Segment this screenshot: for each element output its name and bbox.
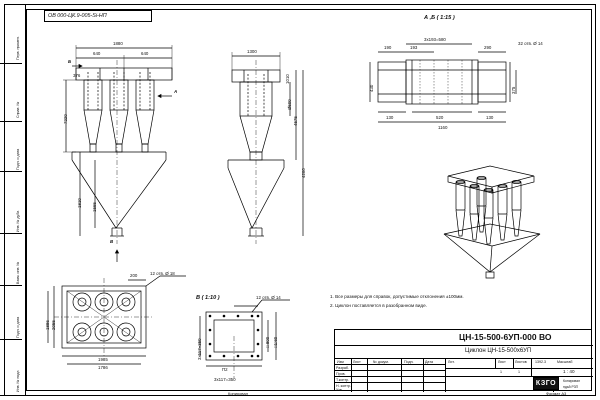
dim-ab-c: 290 [484, 45, 492, 50]
top-code-text: ОВ 000-ЦК.9-005-Si-НП [48, 13, 107, 19]
designation: ЦН-15-500-6УП-000 ВО [459, 332, 552, 342]
stage-value: 1392.3 [535, 360, 546, 364]
dim-ab-i: 520 [436, 115, 444, 120]
view-mark-v: В [110, 239, 114, 244]
section-v-title: В ( 1:10 ) [196, 295, 220, 301]
dim-side-h1: 4575 [293, 116, 298, 126]
dim-plan-small: 200 [130, 273, 138, 278]
company-sub-2: ндьй Р3П [563, 385, 579, 389]
view-mark-b: Б [68, 59, 72, 64]
dim-ab-e: 3х193=580 [424, 37, 446, 42]
col-izm: Изм [337, 359, 344, 364]
section-ab-title: А ,Б ( 1:15 ) [424, 15, 455, 21]
product-name: Циклон ЦН-15-500х6УП [465, 348, 532, 354]
row-nkontr: Н. контр. [336, 383, 351, 388]
dim-plan-outer-w: 1985 [98, 357, 108, 362]
dim-v-right-b: □1:60 [273, 336, 278, 348]
company-sub-1: Копировал [563, 379, 580, 383]
margin-stamp-label: Инв. № подл. [16, 369, 20, 392]
val-listov: 1 [518, 370, 520, 374]
dim-plan-holes: 12 отв. Ø 18 [150, 271, 175, 276]
dim-v-bottom: 3х117=350 [214, 377, 236, 382]
dim-ab-g: 375 [511, 86, 516, 94]
col-list: Лист [353, 359, 361, 364]
dim-front-overall: 1880 [113, 41, 123, 46]
margin-stamp-label: Инв. № дубл. [16, 209, 20, 232]
dim-front-height-lower: 1810 [77, 198, 82, 208]
dim-side-h2: 4260 [301, 168, 306, 178]
dim-ab-h: 130 [386, 115, 394, 120]
dim-front-height-total: 7220 [63, 114, 68, 124]
col-docum: № докум. [373, 359, 389, 364]
dim-v-holes: 12 отв. Ø 14 [256, 295, 281, 300]
dim-ab-b: 193 [410, 45, 418, 50]
view-mark-a: А [174, 89, 178, 94]
dim-side-small: 1010 [285, 74, 290, 84]
hdr-list: Лист [498, 360, 506, 364]
val-list: 1 [500, 370, 502, 374]
margin-stamp-label: Перв. примен. [16, 36, 20, 60]
margin-stamp-label: Подп. и дата [16, 148, 20, 170]
format-label: Формат А3 [546, 391, 567, 396]
note-1: 1. Все размеры для справок, допустимые отклонения ±100мм. [330, 294, 464, 299]
hdr-listov: Листов [515, 360, 527, 364]
dim-v-left: 3х117=350 [197, 338, 202, 360]
dim-front-height-cone: 1565 [92, 202, 97, 212]
margin-stamp-label: Подп. и дата [16, 316, 20, 338]
title-block [334, 329, 592, 391]
dim-side-top-width: 1300 [247, 49, 257, 54]
margin-stamp-label: Взам. инв. № [16, 261, 20, 284]
company-logo: КЗГО [533, 377, 559, 390]
dim-front-half-left: 640 [93, 51, 101, 56]
scale-label: Масштаб [557, 360, 573, 364]
row-utv: Утв. [336, 387, 343, 392]
dim-ab-holes: 32 отв. Ø 14 [518, 41, 543, 46]
col-data: Дата [425, 359, 433, 364]
scale-value: 1 : 40 [563, 369, 575, 374]
dim-v-right-a: □ 800 [265, 336, 270, 348]
note-2: 2. Циклон поставляется в разобранном виде. [330, 303, 427, 308]
dim-plan-outer-h: 2055 [51, 320, 56, 330]
dim-v-mid: П2 [222, 367, 228, 372]
dim-front-small-top: 376 [73, 73, 81, 78]
row-prov: Пров. [336, 371, 346, 376]
dim-side-inner: Ø500 [287, 99, 292, 110]
dim-plan-inner-h: 1886 [45, 320, 50, 330]
col-podp: Подп. [404, 359, 414, 364]
row-tkontr: Т.контр. [336, 377, 350, 382]
dim-ab-j: 130 [486, 115, 494, 120]
dim-ab-d: 430 [369, 84, 374, 92]
dim-ab-a: 190 [384, 45, 392, 50]
dim-plan-inner-w: 1786 [98, 365, 108, 370]
row-razrab: Разраб. [336, 365, 349, 370]
dim-ab-k: 1160 [438, 125, 448, 130]
copy-label: Копировал [228, 391, 249, 396]
hdr-lit: Лит. [448, 360, 455, 364]
margin-stamp-label: Справ. № [16, 101, 20, 118]
dim-front-half-right: 640 [141, 51, 149, 56]
